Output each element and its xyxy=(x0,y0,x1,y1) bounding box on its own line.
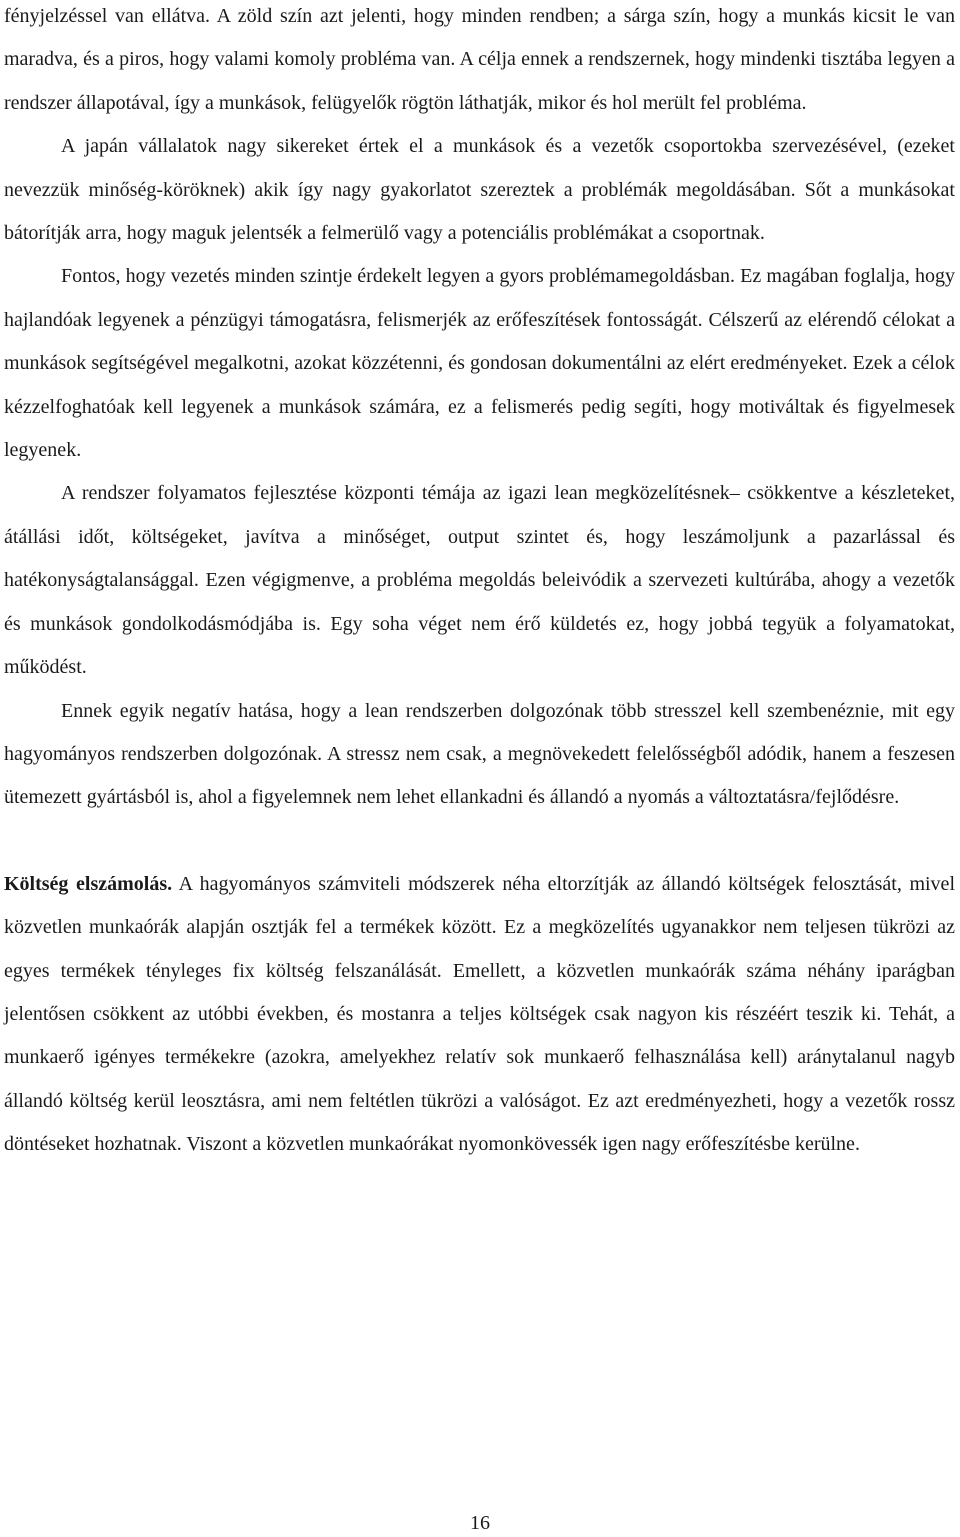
body-text xyxy=(4,0,955,1167)
section-heading-inline: Költség elszámolás. xyxy=(4,872,173,895)
paragraph-4: A rendszer folyamatos fejlesztése központi témája az igazi lean megközelítésnek– csökkentve a készleteket, átállási időt, költségeket, javítva a minőséget, output szintet és, hogy leszámoljunk a pazarlással és hatékonyságtalansággal. Ezen végigmenve, a probléma megoldás beleivódik a szervezeti kultúrába, ahogy a vezetők és munkások gondolkodásmódjába is. Egy soha véget nem érő küldetés ez, hogy jobbá tegyük a folyamatokat, működést. xyxy=(4,482,955,679)
paragraph-6 xyxy=(4,863,955,1167)
paragraph-5: Ennek egyik negatív hatása, hogy a lean rendszerben dolgozónak több stresszel kell szembenéznie, mit egy hagyományos rendszerben dolgozónak. A stressz nem csak, a megnövekedett felelősségből adódik, hanem a feszesen ütemezett gyártásból is, ahol a figyelemnek nem lehet ellankadni és állandó a nyomás a változtatásra/fejlődésre. xyxy=(4,699,955,809)
paragraph-6-body: A hagyományos számviteli módszerek néha eltorzítják az állandó költségek felosztását, mivel közvetlen munkaórák alapján osztják fel a termékek között. Ez a megközelítés ugyanakkor nem teljesen tükrözi az egyes termékek tényleges fix költség felszanálását. Emellett, a közvetlen munkaórák száma néhány iparágban jelentősen csökkent az utóbbi években, és mostanra a teljes költségek csak nagyon kis részéért teszik ki. Tehát, a munkaerő igényes termékekre (azokra, amelyekhez relatív sok munkaerő felhasználása kell) aránytalanul nagyb állandó költség kerül leosztásra, ami nem feltétlen tükrözi a valóságot. Ez azt eredményezheti, hogy a vezetők rossz döntéseket hozhatnak. Viszont a közvetlen munkaórákat nyomonkövessék igen nagy erőfeszítésbe kerülne. xyxy=(4,872,955,1156)
paragraph-1: fényjelzéssel van ellátva. A zöld szín azt jelenti, hogy minden rendben; a sárga szín, hogy a munkás kicsit le van maradva, és a piros, hogy valami komoly probléma van. A célja ennek a rendszernek, hogy mindenki tisztába legyen a rendszer állapotával, így a munkások, felügyelők rögtön láthatják, mikor és hol merült fel probléma. xyxy=(4,5,955,114)
paragraph-3: Fontos, hogy vezetés minden szintje érdekelt legyen a gyors problémamegoldásban. Ez magában foglalja, hogy hajlandóak legyenek a pénzügyi támogatásra, felismerjék az erőfeszítések fontosságát. Célszerű az elérendő célokat a munkások segítségével megalkotni, azokat közzétenni, és gondosan dokumentálni az elért eredményeket. Ezek a célok kézzelfoghatóak kell legyenek a munkások számára, ez a felismerés pedig segíti, hogy motiváltak és figyelmesek legyenek. xyxy=(4,265,955,462)
page-number: 16 xyxy=(470,1512,490,1534)
paragraph-2: A japán vállalatok nagy sikereket értek el a munkások és a vezetők csoportokba szervezésével, (ezeket nevezzük minőség-köröknek) akik így nagy gyakorlatot szereztek a problémák megoldásában. Sőt a munkásokat bátorítják arra, hogy maguk jelentsék a felmerülő vagy a potenciális problémákat a csoportnak. xyxy=(4,135,955,245)
